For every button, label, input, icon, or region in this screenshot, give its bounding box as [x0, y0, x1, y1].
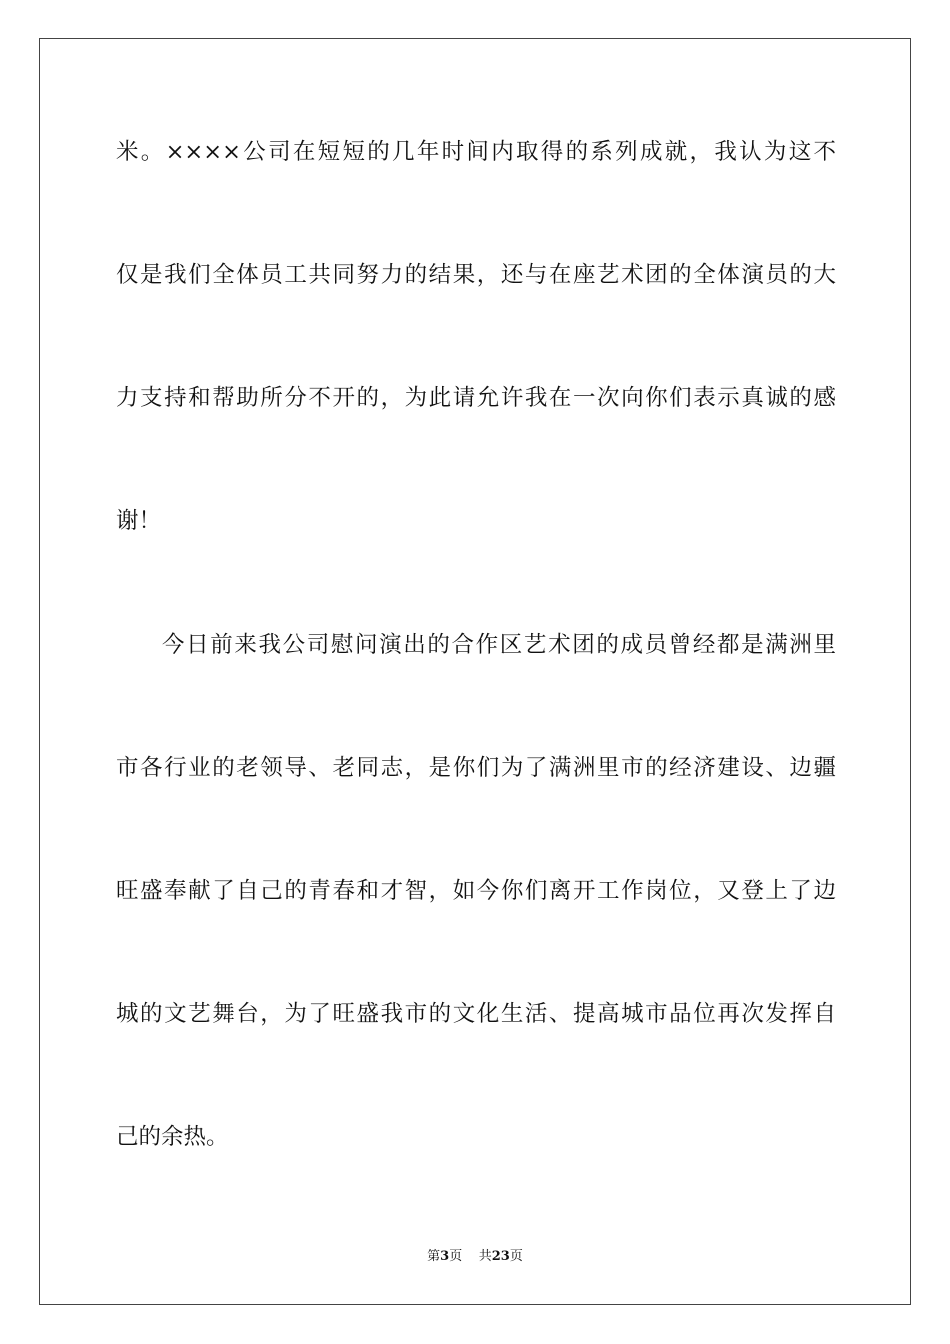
paragraph-1-line-4: 谢！ [116, 508, 162, 534]
total-pages-prefix: 共 [478, 1249, 492, 1264]
paragraph-1-line-1: 米。××××公司在短短的几年时间内取得的系列成就，我认为这不 [116, 139, 836, 165]
paragraph-2-line-3: 旺盛奉献了自己的青春和才智，如今你们离开工作岗位，又登上了边 [116, 878, 836, 904]
page-footer [0, 1248, 950, 1266]
paragraph-1-line-3: 力支持和帮助所分不开的，为此请允许我在一次向你们表示真诚的感 [116, 385, 836, 411]
paragraph-2-line-1: 今日前来我公司慰问演出的合作区艺术团的成员曾经都是满洲里 [162, 632, 836, 658]
total-pages-suffix: 页 [509, 1249, 523, 1264]
total-pages: 23 [491, 1249, 510, 1264]
paragraph-2-line-4: 城的文艺舞台，为了旺盛我市的文化生活、提高城市品位再次发挥自 [116, 1001, 836, 1027]
paragraph-1-line-2: 仅是我们全体员工共同努力的结果，还与在座艺术团的全体演员的大 [116, 262, 836, 288]
page-number-prefix: 第 [427, 1249, 441, 1264]
page-border [39, 38, 911, 1305]
page-number-suffix: 页 [449, 1249, 463, 1264]
page-number: 3 [440, 1249, 450, 1264]
paragraph-2-line-2: 市各行业的老领导、老同志，是你们为了满洲里市的经济建设、边疆 [116, 755, 836, 781]
paragraph-2-line-5: 己的余热。 [116, 1124, 229, 1150]
